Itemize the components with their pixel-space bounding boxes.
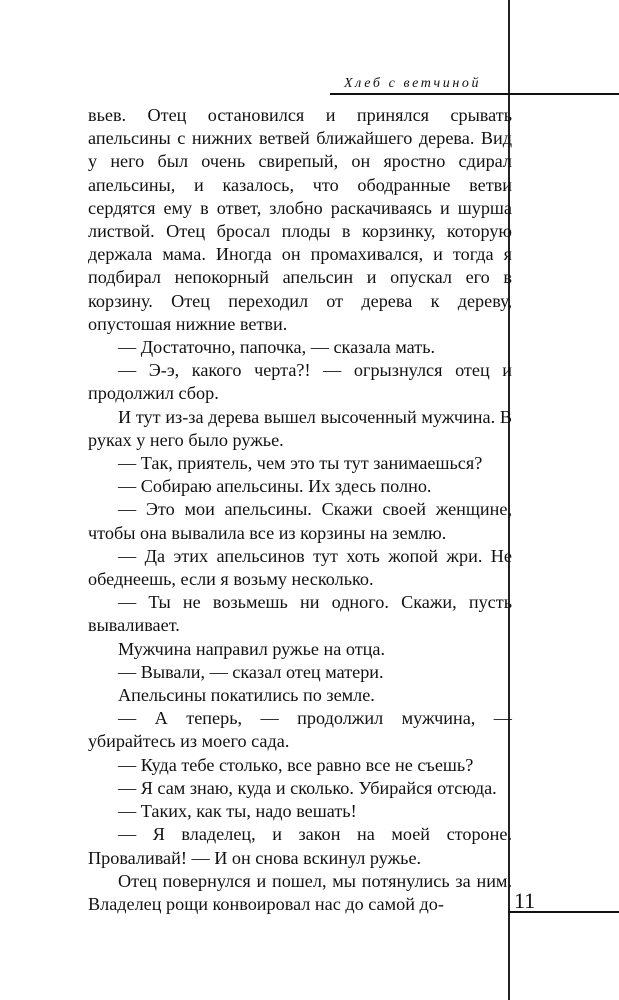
paragraph: — Ты не возьмешь ни одного. Скажи, пусть вываливает. xyxy=(88,592,512,636)
paragraph: — Э-э, какого черта?! — огрызнулся отец и продолжил сбор. xyxy=(88,360,512,404)
paragraph: — Так, приятель, чем это ты тут занимаешься? xyxy=(118,453,483,474)
paragraph: — Куда тебе столько, все равно все не съешь? xyxy=(118,754,474,775)
paragraph: — Собираю апельсины. Их здесь полно. xyxy=(118,476,432,497)
paragraph: — Я владелец, и закон на моей стороне. Проваливай! — И он снова вскинул ружье. xyxy=(88,824,512,868)
paragraph: — Да этих апельсинов тут хоть жопой жри. Не обеднеешь, если я возьму несколько. xyxy=(88,545,512,590)
paragraph: — Вывали, — сказал отец матери. xyxy=(118,661,384,682)
paragraph: — А теперь, — продолжил мужчина, — убирайтесь из моего сада. xyxy=(88,708,512,752)
paragraph: — Таких, как ты, надо вешать! xyxy=(118,801,357,822)
page-number: 11 xyxy=(514,888,536,913)
paragraph: — Я сам знаю, куда и сколько. Убирайся отсюда. xyxy=(118,777,497,798)
paragraph: вьев. Отец остановился и принялся срывать апельсины с нижних ветвей ближайшего дерева. Вид у него был очень свирепый, он яростно сдирал апельсины, и казалось, что ободранные ветви сердятся ему в ответ, злобно раскачиваясь и шурша листвой. Отец бросал плоды в корзинку, которую держала мама. Иногда он промахивался, и тогда я подбирал непокорный апельсин и опускал его в корзину. Отец переходил от дерева к дереву, опустошая нижние ветви. xyxy=(88,105,512,334)
running-head: Хлеб с ветчиной xyxy=(344,76,482,91)
paragraph: Апельсины покатились по земле. xyxy=(118,685,375,706)
body-text xyxy=(88,104,512,916)
header-rule xyxy=(330,93,619,95)
paragraph: И тут из-за дерева вышел высоченный мужчина. В руках у него было ружье. xyxy=(88,406,512,450)
paragraph: Мужчина направил ружье на отца. xyxy=(118,638,386,659)
paragraph: — Достаточно, папочка, — сказала мать. xyxy=(118,337,436,358)
paragraph: Отец повернулся и пошел, мы потянулись за ним. Владелец рощи конвоировал нас до самой до- xyxy=(88,870,512,914)
paragraph: — Это мои апельсины. Скажи своей женщине, чтобы она вывалила все из корзины на землю. xyxy=(88,499,512,543)
